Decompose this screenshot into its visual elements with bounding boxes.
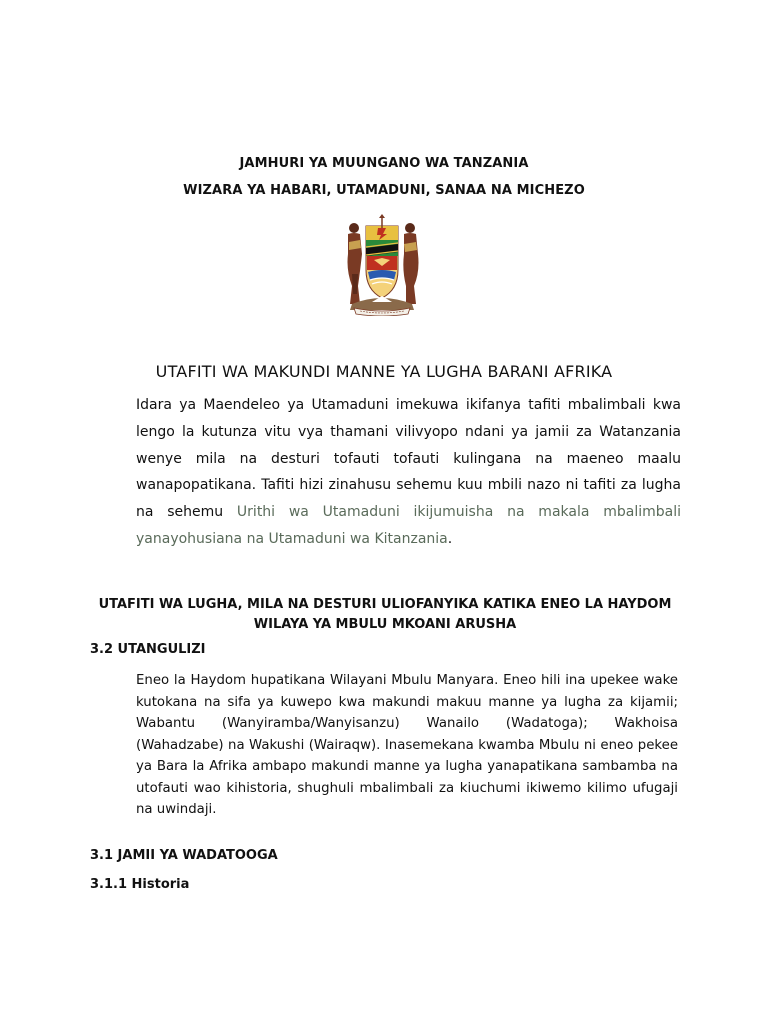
body-paragraph: Eneo la Haydom hupatikana Wilayani Mbulu Manyara. Eneo hili ina upekee wake kutokana na sifa ya kuwepo kwa makundi makuu manne ya lugha za kijamii; Wabantu (Wanyiramba/Wanyisanzu) Wanailo (Wadatoga); Wakhoisa (Wahadzabe) na Wakushi (Wairaqw). Inasemekana kwamba Mbulu ni eneo pekee ya Bara la Afrika ambapo makundi manne ya lugha yanapatikana sambamba na utofauti wao kihistoria, shughuli mbalimbali za kiuchumi ikiwemo kilimo ufugaji na uwindaji. — [136, 673, 678, 817]
subheading-utangulizi: 3.2 UTANGULIZI — [90, 642, 206, 657]
main-title: UTAFITI WA MAKUNDI MANNE YA LUGHA BARANI AFRIKA — [155, 362, 613, 381]
shield — [366, 226, 398, 298]
intro-paragraph — [136, 392, 681, 553]
coat-of-arms-emblem — [334, 214, 430, 316]
header-republic: JAMHURI YA MUUNGANO WA TANZANIA — [239, 156, 529, 171]
header-ministry: WIZARA YA HABARI, UTAMADUNI, SANAA NA MICHEZO — [183, 183, 585, 198]
subheading-jamii: 3.1 JAMII YA WADATOOGA — [90, 848, 278, 863]
right-figure — [403, 223, 418, 304]
intro-text: Idara ya Maendeleo ya Utamaduni imekuwa ikifanya tafiti mbalimbali kwa lengo la kutunza vitu vya thamani vilivyopo ndani ya jamii za Watanzania wenye mila na desturi tofauti tofauti kulingana na maeneo maalu wanapopatikana. Tafiti hizi zinahusu sehemu kuu mbili nazo ni tafiti za lugha na sehemu — [136, 397, 681, 521]
intro-link-text: Urithi wa Utamaduni ikijumuisha na makala mbalimbali yanayohusiana na Utamaduni wa Kitanzania — [136, 504, 681, 547]
subheading-historia: 3.1.1 Historia — [90, 877, 190, 892]
left-figure — [348, 223, 363, 304]
section-title: UTAFITI WA LUGHA, MILA NA DESTURI ULIOFANYIKA KATIKA ENEO LA HAYDOM WILAYA YA MBULU MKOANI ARUSHA — [98, 597, 672, 632]
intro-text-end: . — [447, 530, 453, 547]
